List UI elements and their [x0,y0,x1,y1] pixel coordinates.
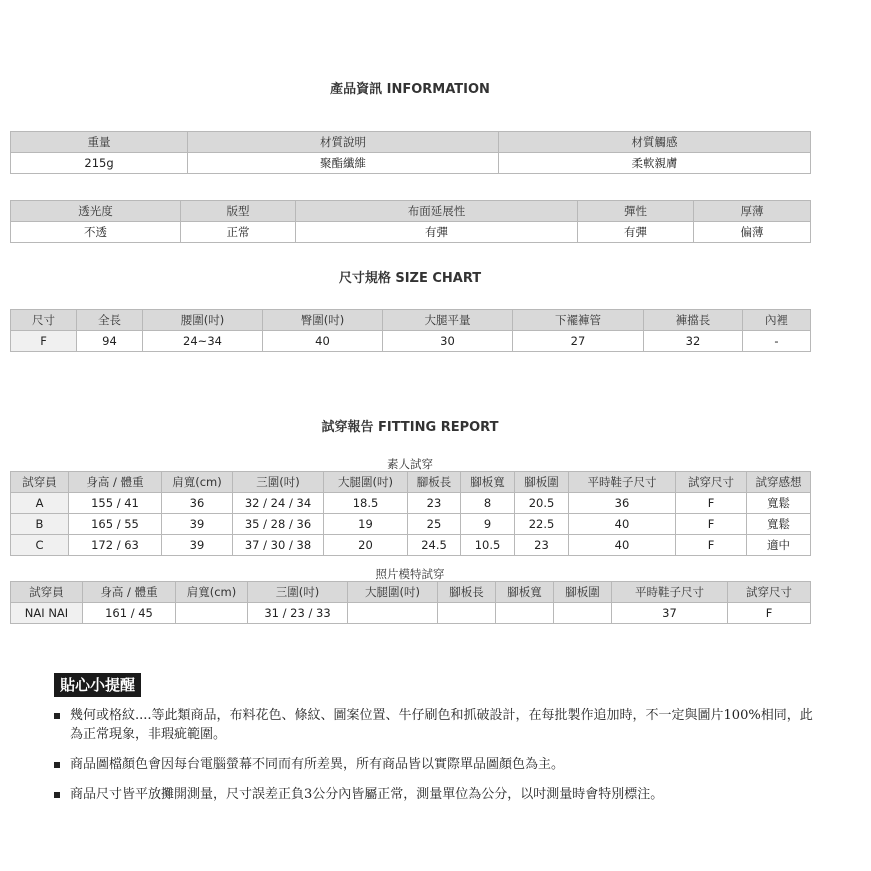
column-header: 版型 [181,201,296,222]
table-row [11,514,811,535]
table-cell: 161 / 45 [83,603,176,624]
column-header: 褲擋長 [644,310,743,331]
info-table-material [10,131,811,174]
table-row [11,603,811,624]
table-cell: F [676,493,747,514]
table-cell: 32 [644,331,743,352]
column-header: 身高 / 體重 [83,582,176,603]
table-cell: 寬鬆 [747,493,811,514]
column-header: 試穿員 [11,472,69,493]
table-cell: 20 [324,535,408,556]
table-header-row [11,132,811,153]
column-header: 試穿尺寸 [728,582,811,603]
column-header: 材質觸感 [499,132,811,153]
table-cell: 正常 [181,222,296,243]
column-header: 肩寬(cm) [162,472,233,493]
table-cell: 32 / 24 / 34 [233,493,324,514]
table-header-row [11,310,811,331]
table-cell [438,603,496,624]
table-cell: C [11,535,69,556]
table-cell: 36 [162,493,233,514]
column-header: 材質說明 [188,132,499,153]
column-header: 試穿感想 [747,472,811,493]
column-header: 平時鞋子尺寸 [569,472,676,493]
table-cell: 偏薄 [694,222,811,243]
table-cell: - [743,331,811,352]
column-header: 大腿平量 [383,310,513,331]
column-header: 肩寬(cm) [176,582,248,603]
table-cell [348,603,438,624]
column-header: 全長 [77,310,143,331]
table-cell: 215g [11,153,188,174]
model-fitting-table [10,581,811,624]
column-header: 腳板寬 [496,582,554,603]
table-cell: 8 [461,493,515,514]
square-bullet-icon [54,792,60,798]
table-cell: 不透 [11,222,181,243]
table-cell: 94 [77,331,143,352]
table-cell: 聚酯纖維 [188,153,499,174]
column-header: 臀圍(吋) [263,310,383,331]
table-cell: 27 [513,331,644,352]
table-cell: 適中 [747,535,811,556]
column-header: 腰圍(吋) [143,310,263,331]
table-cell: 19 [324,514,408,535]
table-row [11,535,811,556]
table-cell: F [676,514,747,535]
table-cell: B [11,514,69,535]
fitting-report-title: 試穿報告 FITTING REPORT [321,420,499,435]
notice-text: 商品尺寸皆平放攤開測量，尺寸誤差正負3公分內皆屬正常，測量單位為公分，以吋測量時會特別標注。 [70,787,664,802]
table-cell: 22.5 [515,514,569,535]
table-cell: 155 / 41 [69,493,162,514]
table-cell: 36 [569,493,676,514]
table-cell: 31 / 23 / 33 [248,603,348,624]
notice-text: 商品圖檔顏色會因每台電腦螢幕不同而有所差異，所有商品皆以實際單品圖顏色為主。 [70,757,565,772]
table-cell: 39 [162,535,233,556]
column-header: 內裡 [743,310,811,331]
table-cell: 39 [162,514,233,535]
amateur-fitting-table [10,471,811,556]
table-row [11,493,811,514]
notice-list [54,706,814,815]
table-cell: 23 [408,493,461,514]
table-cell: F [676,535,747,556]
info-table-fabric [10,200,811,243]
table-cell: 30 [383,331,513,352]
table-cell: 165 / 55 [69,514,162,535]
model-fitting-caption: 照片模特試穿 [375,567,445,581]
square-bullet-icon [54,713,60,719]
column-header: 腳板圍 [554,582,612,603]
column-header: 下襬褲管 [513,310,644,331]
notice-item [54,755,814,774]
table-cell: 37 / 30 / 38 [233,535,324,556]
column-header: 平時鞋子尺寸 [612,582,728,603]
table-cell: 23 [515,535,569,556]
table-cell: 有彈 [578,222,694,243]
column-header: 腳板長 [408,472,461,493]
table-cell: 24.5 [408,535,461,556]
table-cell: 25 [408,514,461,535]
column-header: 厚薄 [694,201,811,222]
column-header: 身高 / 體重 [69,472,162,493]
table-row [11,153,811,174]
notice-item [54,706,814,744]
column-header: 大腿圍(吋) [348,582,438,603]
table-cell: 18.5 [324,493,408,514]
column-header: 布面延展性 [296,201,578,222]
information-title: 產品資訊 INFORMATION [330,82,490,97]
column-header: 三圍(吋) [248,582,348,603]
notice-text: 幾何或格紋....等此類商品，布料花色、條紋、圖案位置、牛仔刷色和抓破設計，在每批製作追加時，不一定與圖片100%相同，此為正常現象，非瑕疵範圍。 [70,708,813,742]
table-cell: 40 [569,535,676,556]
table-cell: 40 [263,331,383,352]
table-cell: A [11,493,69,514]
table-header-row [11,201,811,222]
table-header-row [11,582,811,603]
table-cell: 有彈 [296,222,578,243]
table-cell: 柔軟親膚 [499,153,811,174]
table-cell: F [11,331,77,352]
column-header: 腳板圍 [515,472,569,493]
size-chart-title: 尺寸規格 SIZE CHART [338,271,482,286]
column-header: 三圍(吋) [233,472,324,493]
table-cell: 24~34 [143,331,263,352]
column-header: 尺寸 [11,310,77,331]
table-header-row [11,472,811,493]
notice-item [54,785,814,804]
table-cell: NAI NAI [11,603,83,624]
table-cell [554,603,612,624]
column-header: 腳板寬 [461,472,515,493]
amateur-fitting-caption: 素人試穿 [387,457,433,471]
column-header: 試穿尺寸 [676,472,747,493]
table-cell: F [728,603,811,624]
column-header: 試穿員 [11,582,83,603]
table-cell: 寬鬆 [747,514,811,535]
column-header: 腳板長 [438,582,496,603]
table-row [11,331,811,352]
table-cell: 37 [612,603,728,624]
table-row [11,222,811,243]
column-header: 重量 [11,132,188,153]
notice-title: 貼心小提醒 [54,673,141,697]
size-chart-table [10,309,811,352]
table-cell [176,603,248,624]
table-cell: 9 [461,514,515,535]
column-header: 大腿圍(吋) [324,472,408,493]
table-cell [496,603,554,624]
table-cell: 172 / 63 [69,535,162,556]
table-cell: 20.5 [515,493,569,514]
column-header: 彈性 [578,201,694,222]
column-header: 透光度 [11,201,181,222]
table-cell: 10.5 [461,535,515,556]
table-cell: 40 [569,514,676,535]
square-bullet-icon [54,762,60,768]
table-cell: 35 / 28 / 36 [233,514,324,535]
